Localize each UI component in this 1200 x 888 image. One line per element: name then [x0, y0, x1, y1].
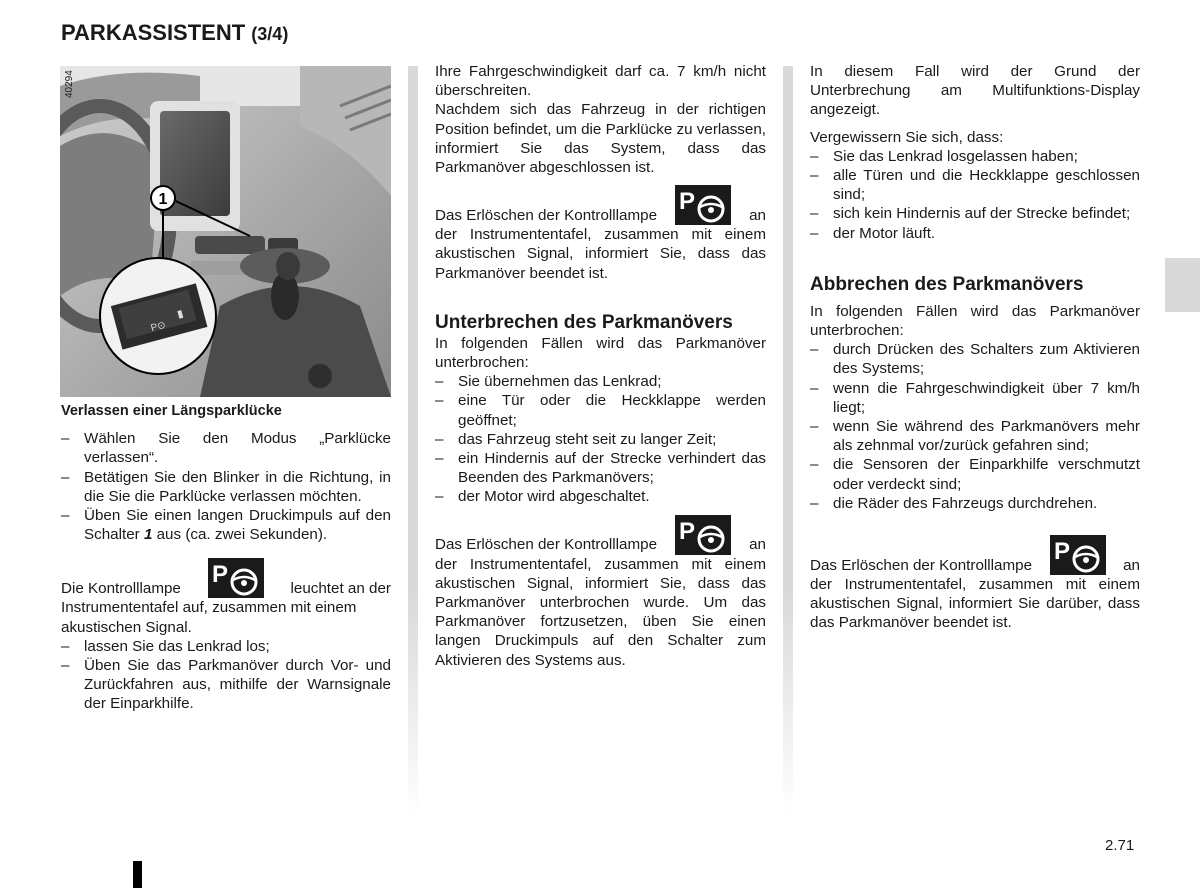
park-assist-warning-icon	[675, 185, 731, 225]
list-item: – der Motor wird abgeschaltet.	[435, 487, 766, 506]
list-item: – sich kein Hindernis auf der Strecke befindet;	[810, 204, 1140, 223]
list-item: – die Sensoren der Einparkhilfe verschmutzt oder verdeckt sind;	[810, 455, 1140, 493]
svg-text:P⊙: P⊙	[149, 319, 168, 335]
column-divider	[408, 66, 418, 816]
reason-paragraph: In diesem Fall wird der Grund der Unterbrechung am Multifunktions-Display angezeigt.	[810, 63, 1140, 119]
interrupt-list	[435, 372, 766, 506]
cancel-intro: In folgenden Fällen wird das Parkmanöver unterbrochen:	[810, 302, 1140, 340]
column-left	[61, 402, 391, 714]
svg-text:P: P	[1053, 538, 1070, 566]
lamp-text-before: Das Erlöschen der Kontrolllampe	[435, 536, 658, 554]
lamp-text-rest: der Instrumententafel, zusammen mit einem akustischen Signal, informiert Sie, dass das Parkmanöver beendet ist.	[435, 226, 766, 282]
list-item: – lassen Sie das Lenkrad los;	[61, 637, 391, 656]
lamp-paragraph	[435, 185, 766, 283]
check-intro: Vergewissern Sie sich, dass:	[810, 128, 1004, 146]
list-item: – Üben Sie das Parkmanöver durch Vor- und Zurückfahren aus, mithilfe der Warnsignale der Einparkhilfe.	[61, 656, 391, 714]
subheading-leave-parking: Verlassen einer Längsparklücke	[61, 403, 282, 419]
console-photo	[60, 66, 391, 397]
figure-code: 40294	[64, 70, 75, 98]
lamp-text-after: an	[1123, 556, 1140, 574]
list-item: – eine Tür oder die Heckklappe werden geöffnet;	[435, 391, 766, 429]
lamp-text-before: Die Kontrolllampe	[61, 580, 181, 598]
step-text-start: Üben Sie einen langen Druckimpuls auf den Schalter	[84, 507, 391, 544]
lamp-text-before: Das Erlöschen der Kontrolllampe	[435, 207, 658, 225]
list-item: – ein Hindernis auf der Strecke verhindert das Beenden des Parkmanövers;	[435, 449, 766, 487]
speed-paragraph: Ihre Fahrgeschwindigkeit darf ca. 7 km/h nicht überschreiten.	[435, 63, 766, 100]
lamp-paragraph	[61, 558, 391, 636]
lamp-paragraph	[810, 535, 1140, 633]
list-item: – die Räder des Fahrzeugs durchdrehen.	[810, 494, 1140, 513]
svg-text:P: P	[679, 188, 696, 216]
list-item: – durch Drücken des Schalters zum Aktivieren des Systems;	[810, 340, 1140, 378]
list-item: – Sie das Lenkrad losgelassen haben;	[810, 147, 1140, 166]
column-divider	[783, 66, 793, 816]
list-item: – Wählen Sie den Modus „Parklücke verlassen“.	[61, 429, 391, 467]
page-edge-marker	[133, 861, 142, 888]
list-item: – das Fahrzeug steht seit zu langer Zeit;	[435, 430, 766, 449]
cancel-list	[810, 340, 1140, 513]
list-item: – Sie übernehmen das Lenkrad;	[435, 372, 766, 391]
interrupt-intro: In folgenden Fällen wird das Parkmanöver unterbrochen:	[435, 334, 766, 372]
lamp-text-before: Das Erlöschen der Kontrolllampe	[810, 556, 1033, 574]
list-item: – der Motor läuft.	[810, 224, 1140, 243]
park-assist-warning-icon	[675, 515, 731, 555]
heading-interrupt: Unterbrechen des Parkmanövers	[435, 311, 733, 333]
completion-paragraph: Nachdem sich das Fahrzeug in der richtigen Position befindet, um die Parklücke zu verlassen, informiert Sie das System, dass das Parkmanöver abgeschlossen ist.	[435, 101, 766, 177]
lamp-text-after: leuchtet an der	[290, 580, 391, 598]
list-item: – alle Türen und die Heckklappe geschlossen sind;	[810, 166, 1140, 204]
list-item: – Betätigen Sie den Blinker in die Richtung, in die Sie die Parklücke verlassen möchten.	[61, 468, 391, 506]
column-middle	[435, 62, 766, 670]
park-assist-warning-icon	[1050, 535, 1106, 575]
chapter-tab	[1165, 258, 1200, 312]
action-list	[61, 637, 391, 714]
lamp-text-after: an	[749, 207, 766, 225]
lamp-text-after: an	[749, 536, 766, 554]
steps-list	[61, 429, 391, 544]
lamp-text-rest: Instrumententafel auf, zusammen mit einem akustischen Signal.	[61, 599, 357, 636]
list-item: – Üben Sie einen langen Druckimpuls auf den Schalter 1 aus (ca. zwei Sekunden).	[61, 506, 391, 544]
park-assist-warning-icon	[208, 558, 264, 598]
page-title	[61, 20, 288, 46]
heading-cancel: Abbrechen des Parkmanövers	[810, 273, 1084, 295]
page-number: 2.71	[1105, 837, 1135, 854]
step-text-end: aus (ca. zwei Sekunden).	[152, 526, 328, 544]
column-right	[810, 62, 1140, 633]
title-page-suffix: (3/4)	[251, 24, 289, 44]
console-illustration	[60, 66, 391, 397]
lamp-text-rest: der Instrumententafel, zusammen mit einem akustischen Signal, informiert Sie, dass das Parkmanöver unterbrochen wurde. Um das Parkmanöver fortzusetzen, üben Sie einen langen Druckimpuls auf den Schalter zum Aktivieren des Systems aus.	[435, 555, 766, 669]
callout-number: 1	[158, 191, 168, 208]
title-text: PARKASSISTENT	[61, 20, 246, 45]
list-item: – wenn die Fahrgeschwindigkeit über 7 km/h liegt;	[810, 379, 1140, 417]
lamp-paragraph	[435, 515, 766, 670]
lamp-text-rest: der Instrumententafel, zusammen mit einem akustischen Signal, informiert Sie darüber, dass das Parkmanöver beendet ist.	[810, 576, 1140, 632]
svg-text:P: P	[679, 517, 696, 545]
svg-text:P: P	[211, 561, 228, 589]
check-list	[810, 147, 1140, 243]
list-item: – wenn Sie während des Parkmanövers mehr als zehnmal vor/zurück gefahren sind;	[810, 417, 1140, 455]
